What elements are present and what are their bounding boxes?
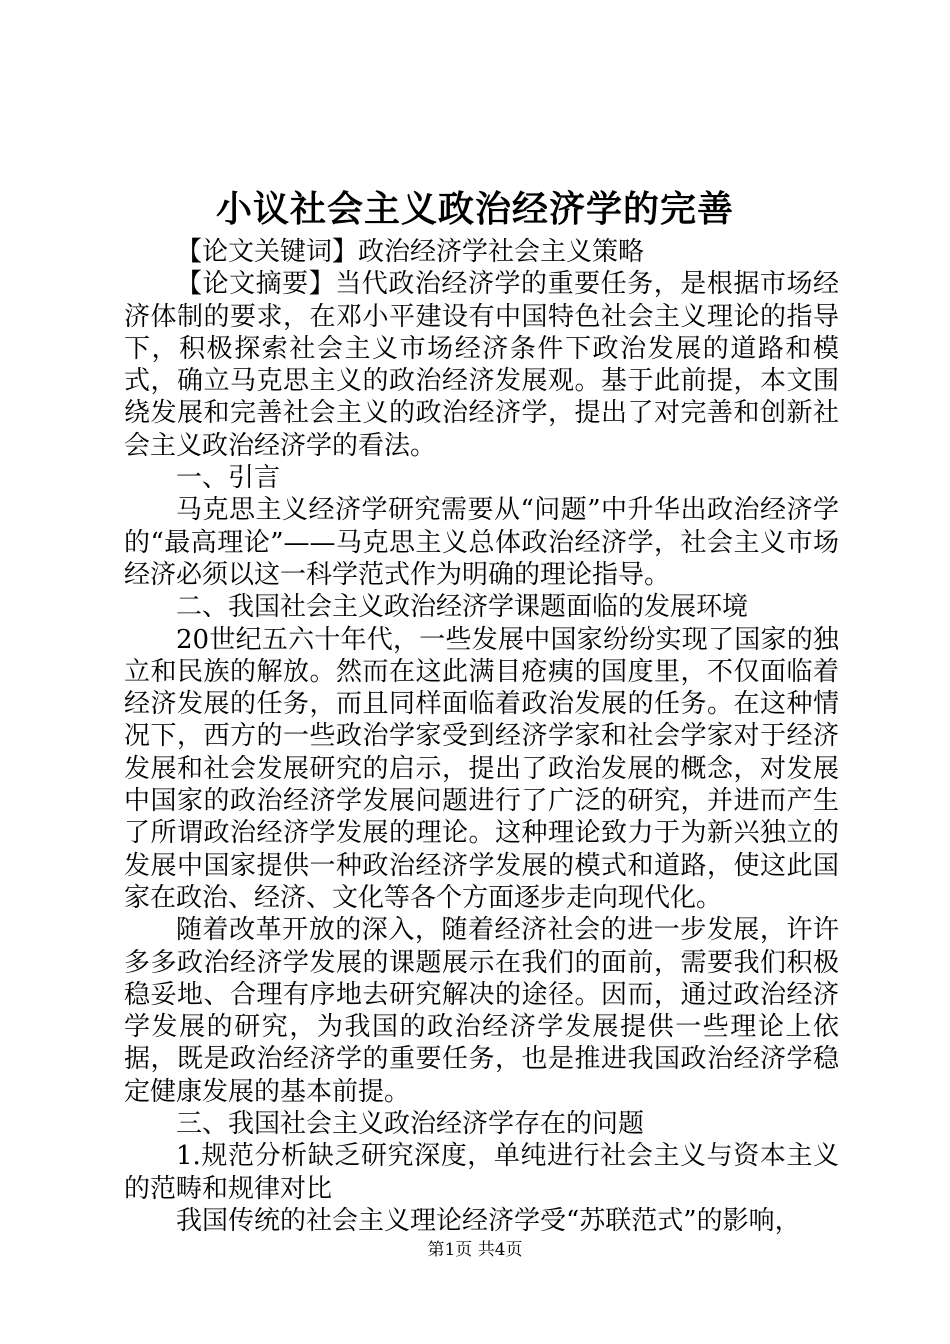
section-heading-environment: 二、我国社会主义政治经济学课题面临的发展环境 [176, 592, 749, 623]
body-paragraph: 马克思主义经济学研究需要从“问题”中升华出政治经济学的“最高理论”——马克思主义总体政治经济学，社会主义市场经济必须以这一科学范式作为明确的理论指导。 [124, 495, 839, 590]
document-body [124, 236, 839, 1237]
body-paragraph: 随着改革开放的深入，随着经济社会的进一步发展，许许多多政治经济学发展的课题展示在我们的面前，需要我们积极稳妥地、合理有序地去研究解决的途径。因而，通过政治经济学发展的研究，为我国的政治经济学发展提供一些理论上依据，既是政治经济学的重要任务，也是推进我国政治经济学稳定健康发展的基本前提。 [124, 915, 839, 1107]
document-title: 小议社会主义政治经济学的完善 [215, 188, 734, 230]
page-number-footer: 第1页 共4页 [427, 1240, 523, 1260]
keywords-paragraph: 【论文关键词】政治经济学社会主义策略 [176, 237, 645, 267]
body-paragraph: 20世纪五六十年代，一些发展中国家纷纷实现了国家的独立和民族的解放。然而在这此满目疮痍的国度里，不仅面临着经济发展的任务，而且同样面临着政治发展的任务。在这种情况下，西方的一些政治学家受到经济学家和社会学家对于经济发展和社会发展研究的启示，提出了政治发展的概念，对发展中国家的政治经济学发展问题进行了广泛的研究，并进而产生了所谓政治经济学发展的理论。这种理论致力于为新兴独立的发展中国家提供一种政治经济学发展的模式和道路，使这此国家在政治、经济、文化等各个方面逐步走向现代化。 [124, 624, 839, 913]
section-heading-problems: 三、我国社会主义政治经济学存在的问题 [176, 1109, 645, 1140]
abstract-paragraph: 【论文摘要】当代政治经济学的重要任务，是根据市场经济体制的要求，在邓小平建设有中国特色社会主义理论的指导下，积极探索社会主义市场经济条件下政治发展的道路和模式，确立马克思主义的政治经济发展观。基于此前提，本文围绕发展和完善社会主义的政治经济学，提出了对完善和创新社会主义政治经济学的看法。 [124, 269, 839, 461]
body-paragraph: 我国传统的社会主义理论经济学受“苏联范式”的影响， [176, 1205, 801, 1236]
section-heading-intro: 一、引言 [176, 463, 281, 494]
subsection-heading: 1.规范分析缺乏研究深度，单纯进行社会主义与资本主义的范畴和规律对比 [124, 1141, 839, 1204]
